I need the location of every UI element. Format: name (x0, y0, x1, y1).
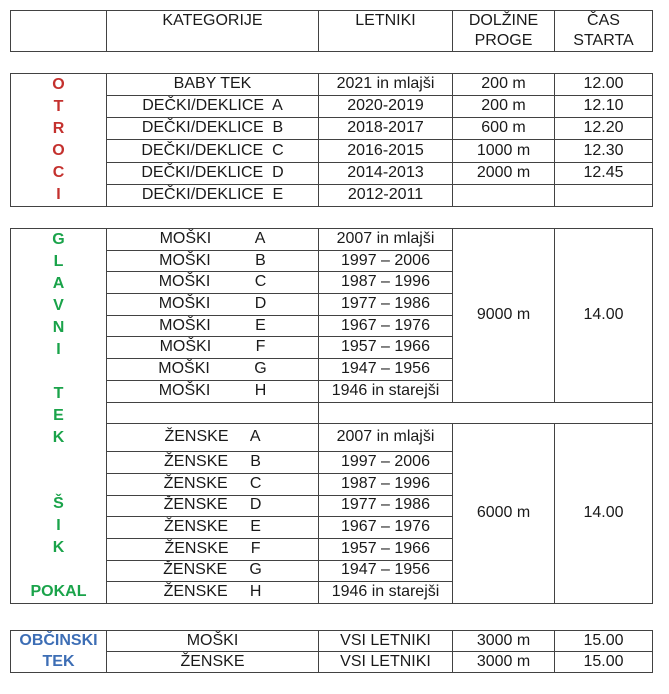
table-row-separator (11, 402, 653, 424)
cell-cas (555, 184, 653, 206)
cell-dolzina: 600 m (453, 118, 555, 140)
cell-kategorija: ŽENSKE F (107, 538, 319, 560)
cell-dolzina: 200 m (453, 96, 555, 118)
header-row (11, 11, 653, 52)
label-letter: E (53, 407, 64, 424)
cell-kategorija: MOŠKI (107, 631, 319, 652)
header-line: DOLŽINE (468, 12, 539, 29)
table-row (11, 162, 653, 184)
cell-kategorija: DEČKI/DEKLICE C (107, 140, 319, 162)
label-letter (11, 559, 106, 581)
cell-dolzina: 2000 m (453, 162, 555, 184)
header-kategorije: KATEGORIJE (107, 11, 319, 52)
table-row (11, 184, 653, 206)
table-row (11, 118, 653, 140)
label-letter: K (52, 539, 65, 556)
cell-dolzina: 3000 m (453, 631, 555, 652)
cell-letniki: 1987 – 1996 (319, 272, 453, 294)
cell-dolzina (453, 184, 555, 206)
cell-kategorija: MOŠKI A (107, 229, 319, 251)
label-letter: Š (53, 495, 64, 512)
cell-kategorija: DEČKI/DEKLICE A (107, 96, 319, 118)
cell-letniki: 2012-2011 (319, 184, 453, 206)
label-letter: T (53, 385, 64, 402)
header-empty-cell (11, 11, 107, 52)
cell-cas: 12.20 (555, 118, 653, 140)
cell-letniki: 2007 in mlajši (319, 424, 453, 452)
cell-letniki: 2014-2013 (319, 162, 453, 184)
cell-cas: 12.30 (555, 140, 653, 162)
label-line: OBČINSKI (19, 632, 98, 649)
header-letniki: LETNIKI (319, 11, 453, 52)
cell-letniki: 2018-2017 (319, 118, 453, 140)
label-letter: R (52, 120, 65, 137)
obcinski-section-label (11, 631, 107, 673)
cell-letniki: 1946 in starejši (319, 380, 453, 402)
label-letter (11, 449, 106, 471)
label-letter (11, 471, 106, 493)
table-row (11, 96, 653, 118)
label-letter: V (53, 297, 64, 314)
label-letter: G (52, 231, 65, 248)
cell-kategorija-empty (107, 402, 319, 424)
cell-letniki: 2021 in mlajši (319, 74, 453, 96)
schedule-header-table (10, 10, 653, 52)
label-letter: O (52, 142, 65, 159)
table-row (11, 229, 653, 251)
cell-letniki: 1957 – 1966 (319, 538, 453, 560)
cell-kategorija: MOŠKI B (107, 250, 319, 272)
cell-dolzina-moski: 9000 m (453, 229, 555, 403)
cell-kategorija: ŽENSKE E (107, 517, 319, 539)
cell-kategorija: DEČKI/DEKLICE D (107, 162, 319, 184)
label-letter: O (52, 76, 65, 93)
cell-kategorija: ŽENSKE D (107, 495, 319, 517)
cell-letniki: 1977 – 1986 (319, 495, 453, 517)
cell-letniki: 1987 – 1996 (319, 473, 453, 495)
cell-kategorija: ŽENSKE A (107, 424, 319, 452)
race-schedule-document (10, 10, 658, 673)
cell-cas: 15.00 (555, 631, 653, 652)
cell-letniki: VSI LETNIKI (319, 631, 453, 652)
cell-letniki: 1946 in starejši (319, 582, 453, 604)
header-line: PROGE (474, 32, 533, 49)
cell-letniki: 1997 – 2006 (319, 250, 453, 272)
cell-letniki: 1967 – 1976 (319, 315, 453, 337)
section-obcinski-tek (10, 630, 653, 673)
cell-cas: 12.45 (555, 162, 653, 184)
label-letter: I (56, 186, 61, 203)
cell-letniki: VSI LETNIKI (319, 652, 453, 673)
cell-cas-moski: 14.00 (555, 229, 653, 403)
cell-letniki: 1947 – 1956 (319, 560, 453, 582)
cell-dolzina: 200 m (453, 74, 555, 96)
cell-kategorija: DEČKI/DEKLICE B (107, 118, 319, 140)
section-glavni-tek (10, 228, 653, 604)
label-letter: I (56, 517, 61, 534)
table-row (11, 424, 653, 452)
cell-cas: 12.10 (555, 96, 653, 118)
table-row (11, 140, 653, 162)
label-letter: I (56, 341, 61, 358)
label-letter: K (52, 429, 65, 446)
label-letter: T (53, 98, 64, 115)
cell-kategorija: BABY TEK (107, 74, 319, 96)
cell-kategorija: ŽENSKE G (107, 560, 319, 582)
cell-separator-empty (319, 402, 653, 424)
cell-kategorija: MOŠKI F (107, 337, 319, 359)
label-letter: POKAL (30, 583, 87, 600)
table-row (11, 652, 653, 673)
cell-letniki: 1977 – 1986 (319, 294, 453, 316)
cell-cas: 12.00 (555, 74, 653, 96)
cell-letniki: 1947 – 1956 (319, 359, 453, 381)
table-row (11, 74, 653, 96)
header-line: ČAS (587, 12, 620, 29)
cell-kategorija: MOŠKI G (107, 359, 319, 381)
header-dolzine-proge (453, 11, 555, 52)
cell-dolzina: 3000 m (453, 652, 555, 673)
header-cas-starta (555, 11, 653, 52)
cell-letniki: 2020-2019 (319, 96, 453, 118)
cell-kategorija: MOŠKI C (107, 272, 319, 294)
cell-kategorija: DEČKI/DEKLICE E (107, 184, 319, 206)
cell-cas: 15.00 (555, 652, 653, 673)
cell-kategorija: ŽENSKE B (107, 452, 319, 474)
otroci-section-label (11, 74, 107, 207)
header-line: STARTA (573, 32, 634, 49)
cell-kategorija: ŽENSKE (107, 652, 319, 673)
label-letter: A (52, 275, 65, 292)
cell-kategorija: MOŠKI E (107, 315, 319, 337)
cell-cas-zenske: 14.00 (555, 424, 653, 604)
cell-kategorija: ŽENSKE H (107, 582, 319, 604)
label-line: TEK (42, 652, 75, 670)
cell-letniki: 1957 – 1966 (319, 337, 453, 359)
cell-dolzina: 1000 m (453, 140, 555, 162)
label-letter: C (52, 164, 65, 181)
label-letter: L (53, 253, 64, 270)
cell-letniki: 1997 – 2006 (319, 452, 453, 474)
cell-letniki: 2007 in mlajši (319, 229, 453, 251)
section-otroci (10, 73, 653, 207)
glavni-section-label (11, 229, 107, 604)
cell-kategorija: ŽENSKE C (107, 473, 319, 495)
cell-letniki: 2016-2015 (319, 140, 453, 162)
cell-letniki: 1967 – 1976 (319, 517, 453, 539)
cell-kategorija: MOŠKI H (107, 380, 319, 402)
cell-kategorija: MOŠKI D (107, 294, 319, 316)
table-row (11, 631, 653, 652)
cell-dolzina-zenske: 6000 m (453, 424, 555, 604)
label-letter (11, 361, 106, 383)
label-letter: N (52, 319, 65, 336)
